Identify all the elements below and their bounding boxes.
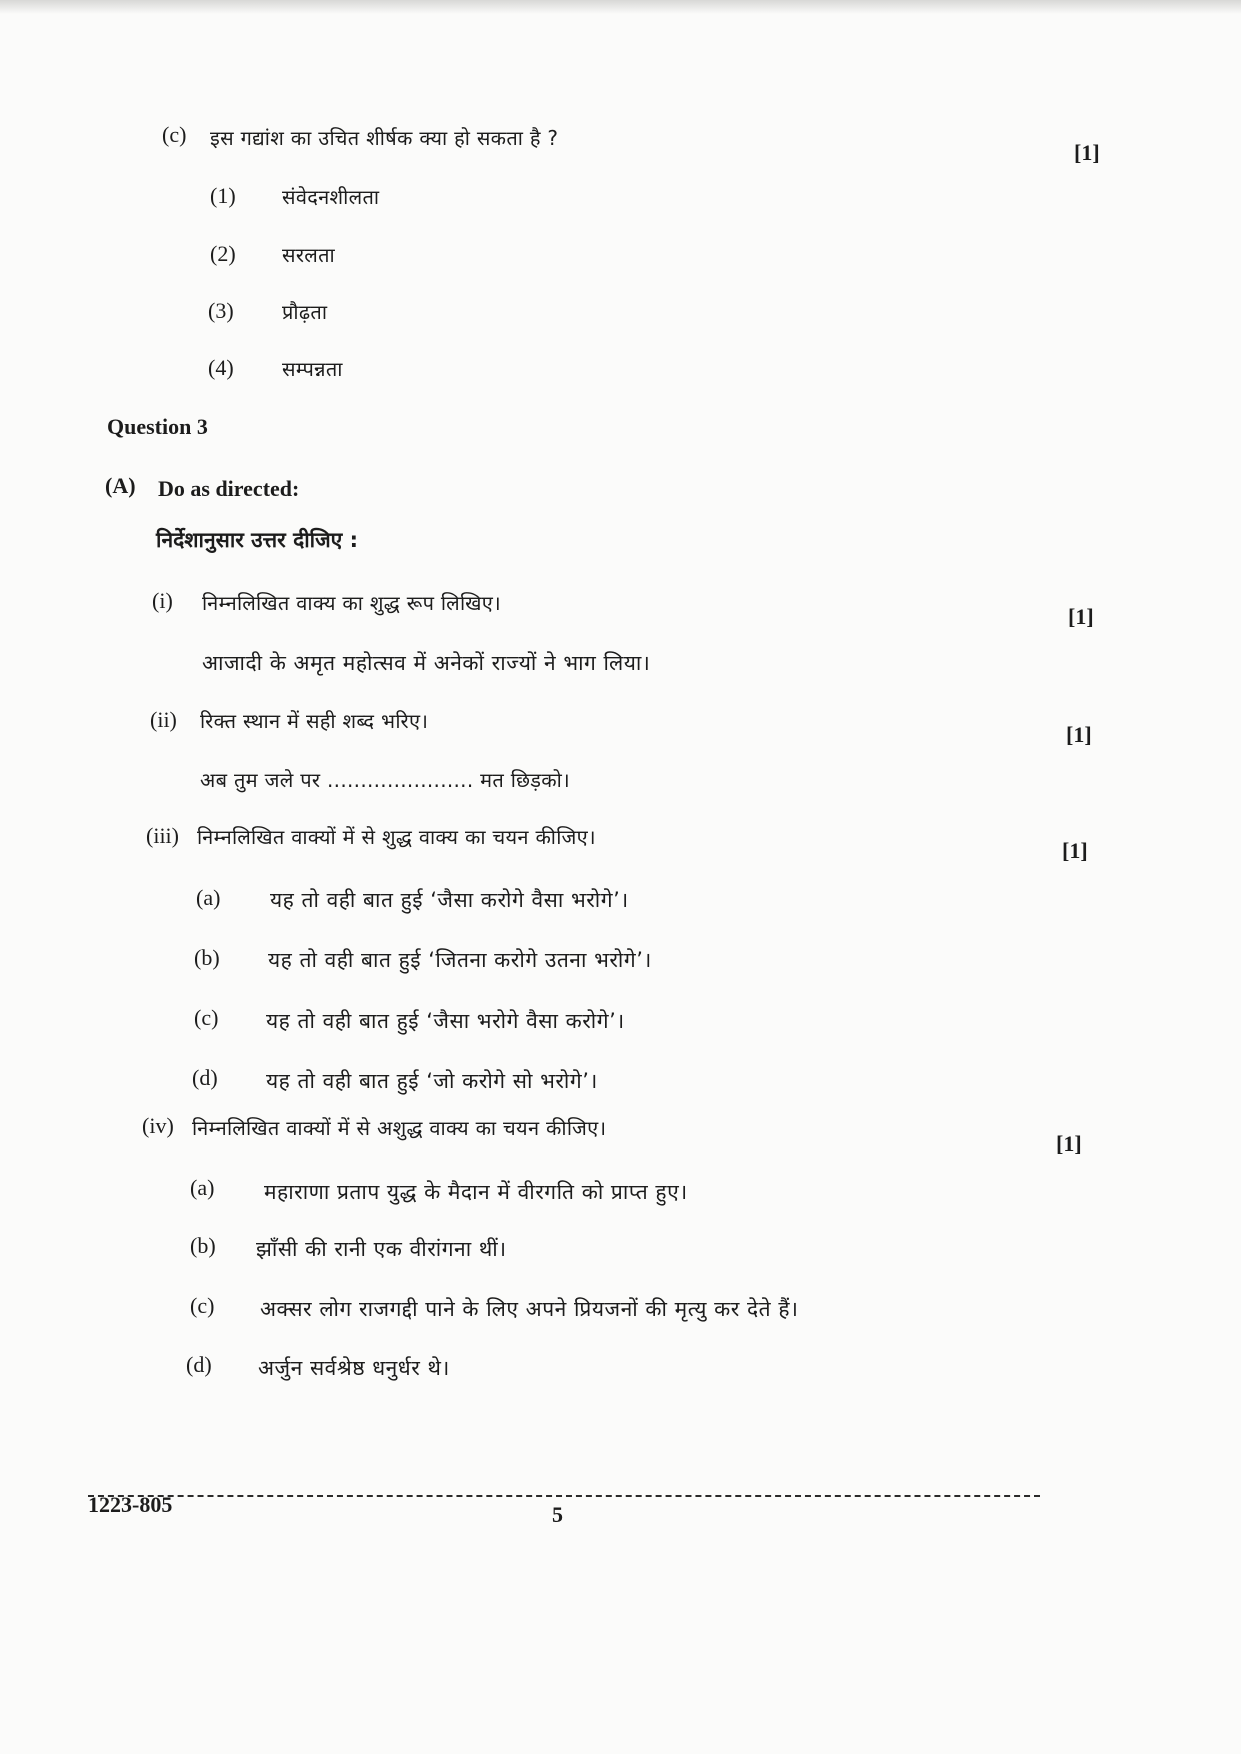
q3-iii-option-text: यह तो वही बात हुई ‘जैसा भरोगे वैसा करोगे’। [266, 1009, 625, 1033]
q3-iii-option-text: यह तो वही बात हुई ‘जो करोगे सो भरोगे’। [266, 1069, 598, 1093]
q2c-option-text: सम्पन्नता [282, 357, 343, 381]
q2c-option-number: (2) [210, 241, 236, 266]
part-a-title-hindi: निर्देशानुसार उत्तर दीजिए : [156, 528, 359, 552]
q3-iv-option-text: महाराणा प्रताप युद्ध के मैदान में वीरगति को प्राप्त हुए। [264, 1180, 688, 1204]
q3-i-marks: [1] [1068, 604, 1094, 629]
q3-iii-marks: [1] [1062, 838, 1088, 863]
q3-ii-label: (ii) [150, 707, 177, 732]
q3-iii-option-label: (b) [194, 945, 220, 970]
paper-code: 1223-805 [88, 1492, 173, 1517]
q3-iv-label: (iv) [142, 1113, 174, 1138]
page-top-edge [0, 0, 1241, 14]
q3-ii-text: रिक्त स्थान में सही शब्द भरिए। [200, 709, 429, 733]
q3-iv-option-text: अक्सर लोग राजगद्दी पाने के लिए अपने प्रियजनों की मृत्यु कर देते हैं। [260, 1297, 799, 1321]
q3-iii-option-label: (d) [192, 1065, 218, 1090]
q3-iv-option-label: (d) [186, 1352, 212, 1377]
q2c-marks: [1] [1074, 140, 1100, 165]
q3-i-label: (i) [152, 588, 173, 613]
q2c-option-number: (3) [208, 298, 234, 323]
q3-iv-option-text: अर्जुन सर्वश्रेष्ठ धनुर्धर थे। [258, 1356, 450, 1380]
q3-iii-option-label: (c) [194, 1005, 219, 1030]
q3-iii-text: निम्नलिखित वाक्यों में से शुद्ध वाक्य का चयन कीजिए। [197, 825, 596, 849]
q3-i-sentence: आजादी के अमृत महोत्सव में अनेकों राज्यों ने भाग लिया। [202, 651, 651, 675]
q3-iii-option-text: यह तो वही बात हुई ‘जैसा करोगे वैसा भरोगे’। [270, 888, 629, 912]
q3-iii-option-label: (a) [196, 885, 221, 910]
q2c-label: (c) [162, 122, 187, 147]
q3-iv-option-label: (a) [190, 1175, 215, 1200]
q3-ii-sentence: अब तुम जले पर ...................... मत छिड़को। [200, 768, 570, 792]
q3-iii-label: (iii) [146, 823, 179, 848]
q3-iv-option-label: (b) [190, 1233, 216, 1258]
page-number: 5 [552, 1502, 563, 1527]
q2c-option-text: प्रौढ़ता [282, 300, 328, 324]
part-a-label: (A) [105, 473, 136, 498]
q3-iv-marks: [1] [1056, 1131, 1082, 1156]
q3-iv-text: निम्नलिखित वाक्यों में से अशुद्ध वाक्य का चयन कीजिए। [192, 1116, 607, 1140]
q3-iii-option-text: यह तो वही बात हुई ‘जितना करोगे उतना भरोगे’। [268, 948, 652, 972]
q3-i-text: निम्नलिखित वाक्य का शुद्ध रूप लिखिए। [202, 591, 502, 615]
question-3-heading: Question 3 [107, 414, 208, 439]
q3-iv-option-label: (c) [190, 1293, 215, 1318]
part-a-title: Do as directed: [158, 476, 300, 501]
q2c-question-text: इस गद्यांश का उचित शीर्षक क्या हो सकता है ? [210, 126, 559, 150]
q3-ii-marks: [1] [1066, 722, 1092, 747]
q2c-option-text: संवेदनशीलता [282, 185, 380, 209]
q2c-option-number: (1) [210, 183, 236, 208]
q2c-option-text: सरलता [282, 243, 336, 267]
q2c-option-number: (4) [208, 355, 234, 380]
footer-dashed-rule [88, 1495, 1040, 1497]
q3-iv-option-text: झाँसी की रानी एक वीरांगना थीं। [256, 1237, 507, 1261]
